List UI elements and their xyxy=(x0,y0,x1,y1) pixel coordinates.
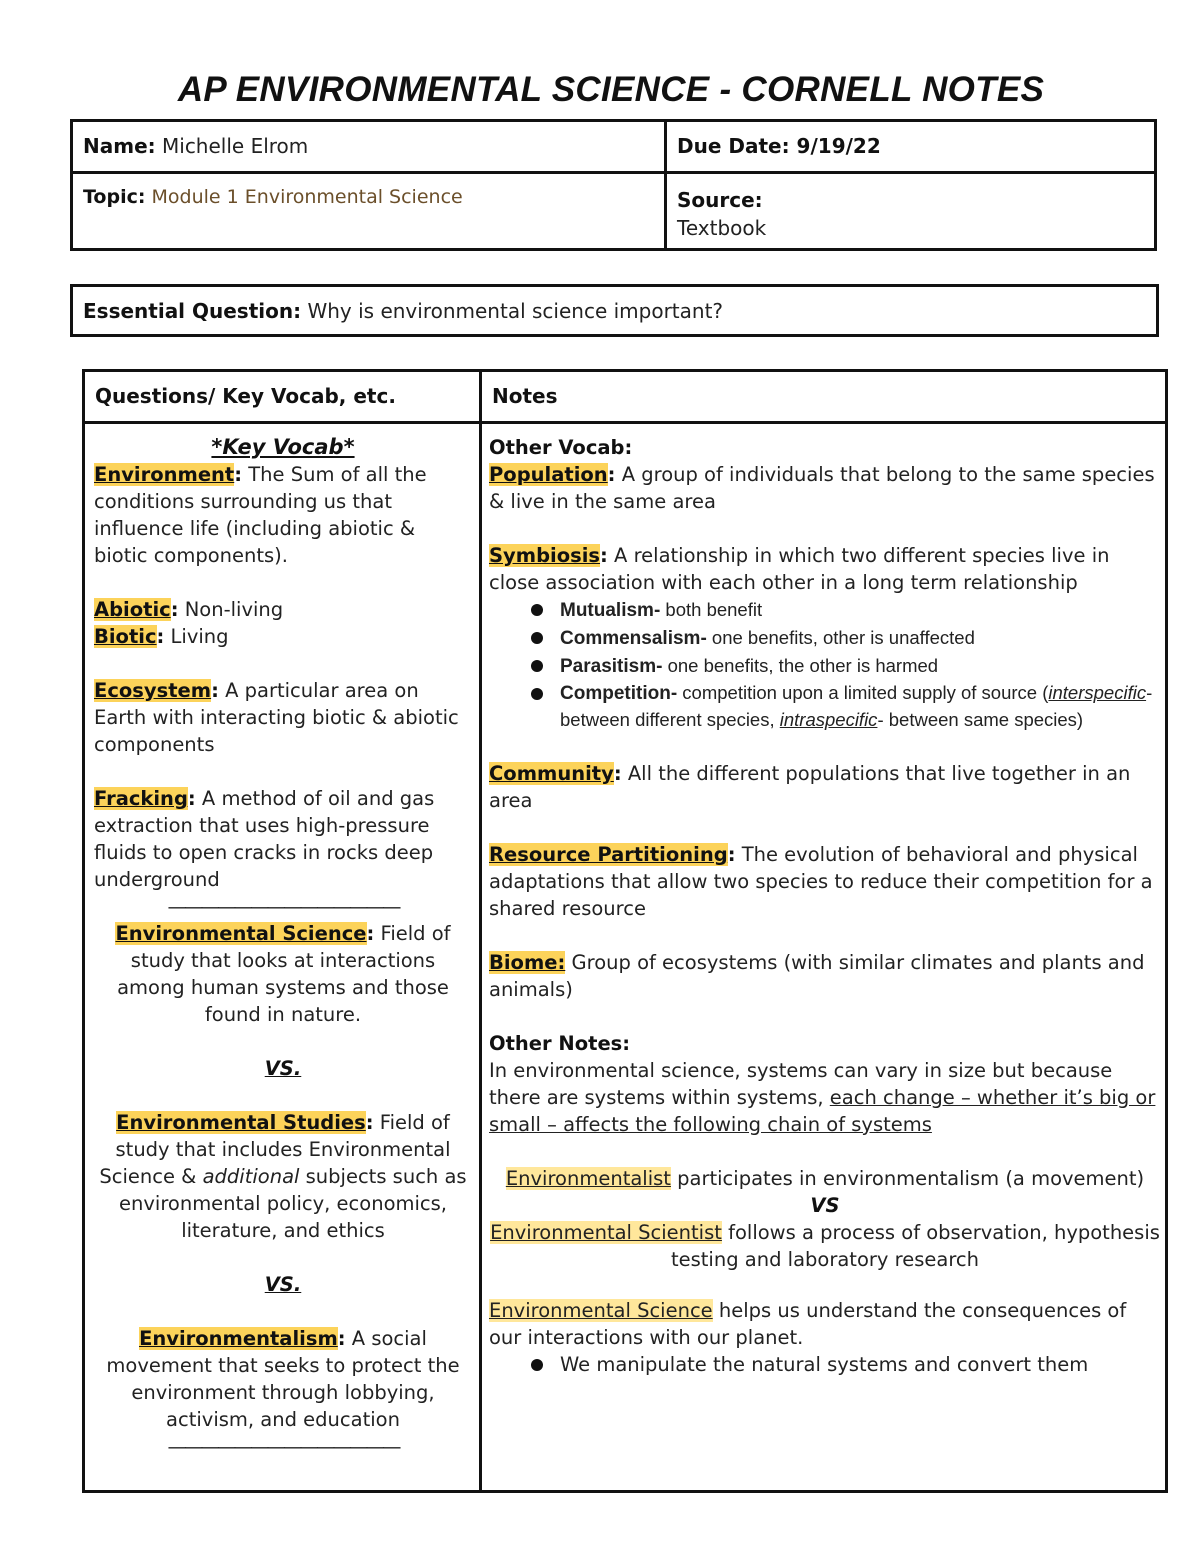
source-label: Source: xyxy=(677,188,763,212)
list-item: Competition- competition upon a limited supply of source (interspecific- between different species, intraspecific- between same species) xyxy=(489,680,1161,733)
name-value: Michelle Elrom xyxy=(162,134,309,158)
header-table xyxy=(70,119,1157,251)
notes-table xyxy=(82,369,1168,1493)
left-column-header: Questions/ Key Vocab, etc. xyxy=(95,384,396,408)
environmental-scientist-line: Environmental Scientist follows a process of observation, hypothesis testing and laboratory research xyxy=(490,1221,1160,1271)
list-item: Mutualism- both benefit xyxy=(489,596,1161,624)
right-column-header: Notes xyxy=(492,384,558,408)
name-field xyxy=(73,126,663,166)
essential-question-text: Why is environmental science important? xyxy=(307,299,724,323)
topic-value: Module 1 Environmental Science xyxy=(151,186,463,208)
essential-question-box xyxy=(70,284,1159,337)
page-title: AP ENVIRONMENTAL SCIENCE - CORNELL NOTES xyxy=(177,70,1045,109)
essential-question-label: Essential Question: xyxy=(83,299,302,323)
list-item: Parasitism- one benefits, the other is harmed xyxy=(489,652,1161,680)
symbiosis-entry: Symbiosis: A relationship in which two different species live in close association with each other in a long term relationship xyxy=(489,544,1110,594)
vs-label: VS xyxy=(810,1194,840,1217)
environment-entry: Environment: The Sum of all the conditions surrounding us that influence life (including abiotic & biotic components). xyxy=(94,463,427,567)
environmental-studies-entry: Environmental Studies: Field of study that includes Environmental Science & additional subjects such as environmental policy, economics, literature, and ethics xyxy=(99,1111,467,1242)
due-date-field xyxy=(667,126,1147,166)
population-entry: Population: A group of individuals that belong to the same species & live in the same area xyxy=(489,463,1155,513)
due-date-label: Due Date: 9/19/22 xyxy=(677,134,881,158)
biome-entry: Biome: Group of ecosystems (with similar climates and plants and animals) xyxy=(489,951,1145,1001)
topic-label: Topic: xyxy=(83,186,146,208)
environmentalist-line: Environmentalist participates in environmentalism (a movement) xyxy=(505,1167,1145,1190)
key-vocab-heading: *Key Vocab* xyxy=(211,435,355,459)
fracking-entry: Fracking: A method of oil and gas extraction that uses high-pressure fluids to open cracks in rocks deep underground xyxy=(94,787,435,891)
separator-line: —————————————— xyxy=(167,895,399,918)
notes-column xyxy=(489,434,1161,1378)
ecosystem-entry: Ecosystem: A particular area on Earth with interacting biotic & abiotic components xyxy=(94,679,459,756)
abiotic-entry: Abiotic: Non-living xyxy=(94,598,284,621)
environmental-science-entry: Environmental Science: Field of study that looks at interactions among human systems and those found in nature. xyxy=(115,922,451,1026)
name-label: Name: xyxy=(83,134,156,158)
other-notes-heading: Other Notes: xyxy=(489,1032,631,1055)
vs-label: VS. xyxy=(264,1273,302,1296)
key-vocab-column xyxy=(94,434,472,1460)
vs-label: VS. xyxy=(264,1057,302,1080)
resource-partitioning-entry: Resource Partitioning: The evolution of behavioral and physical adaptations that allow two species to reduce their competition for a shared resource xyxy=(489,843,1153,920)
environmental-science-line: Environmental Science helps us understand the consequences of our interactions with our planet. xyxy=(489,1299,1127,1349)
list-item: Commensalism- one benefits, other is unaffected xyxy=(489,624,1161,652)
source-value: Textbook xyxy=(677,216,767,240)
community-entry: Community: All the different populations that live together in an area xyxy=(489,762,1131,812)
separator-line: —————————————— xyxy=(167,1435,399,1458)
biotic-entry: Biotic: Living xyxy=(94,625,229,648)
topic-field xyxy=(73,178,663,216)
other-vocab-heading: Other Vocab: xyxy=(489,436,633,459)
list-item: We manipulate the natural systems and convert them xyxy=(489,1351,1161,1378)
source-field xyxy=(667,178,1147,250)
environmentalism-entry: Environmentalism: A social movement that seeks to protect the environment through lobbying, activism, and education xyxy=(106,1327,460,1431)
other-notes-paragraph: In environmental science, systems can vary in size but because there are systems within systems, each change – whether it’s big or small – affects the following chain of systems xyxy=(489,1059,1156,1136)
